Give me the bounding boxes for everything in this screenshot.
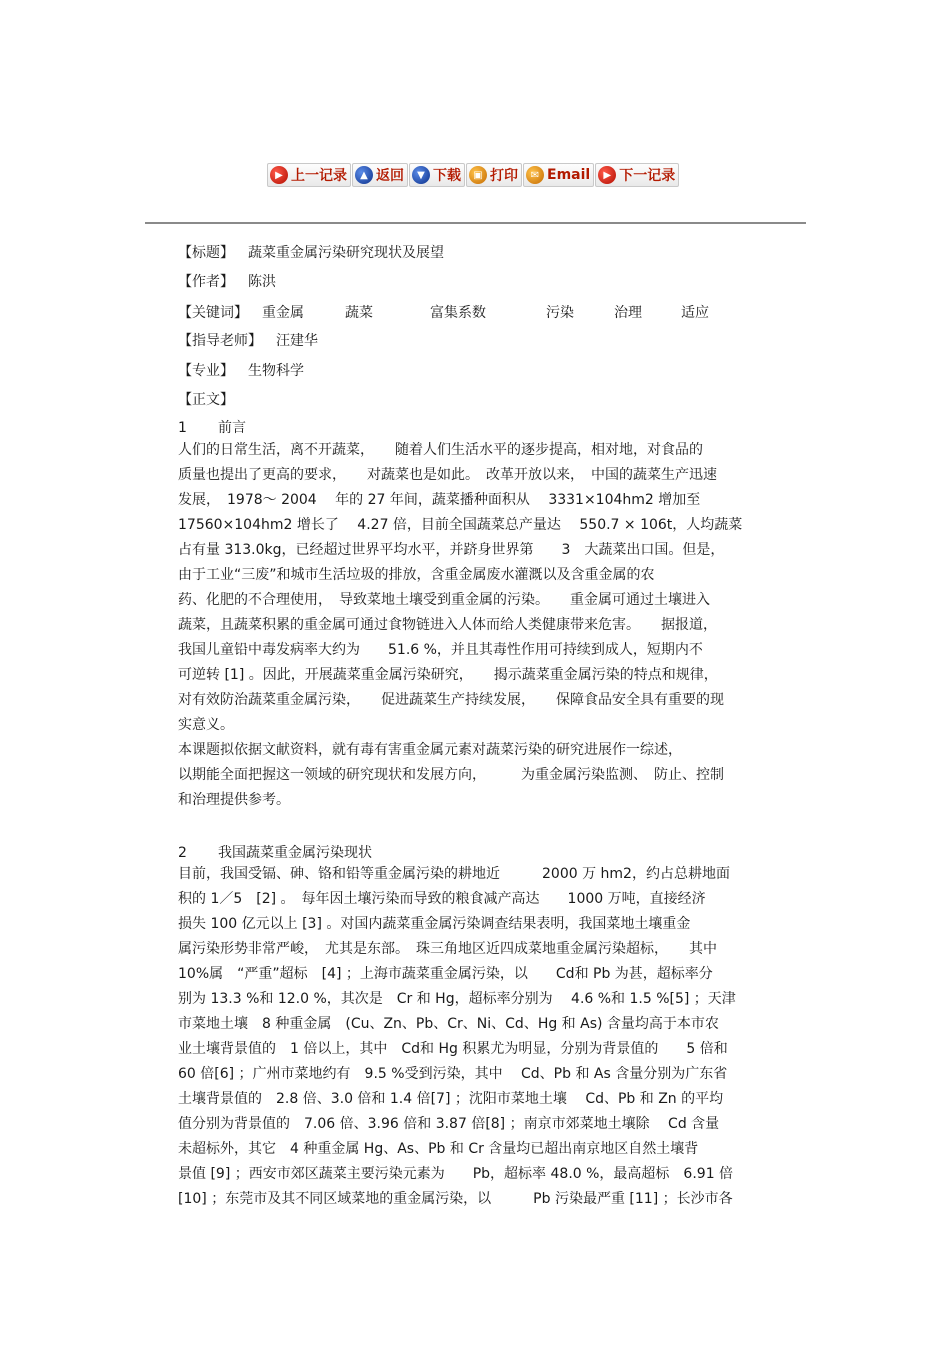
section-1-heading (178, 417, 246, 437)
body-line: 值分别为背景值的 7.06 倍、3.96 倍和 3.87 倍[8] ；南京市郊菜地土壤除 Cd 含量 (178, 1116, 720, 1132)
email-button[interactable] (523, 163, 594, 187)
keyword: 治理 (614, 305, 642, 321)
body-line: 对有效防治蔬菜重金属污染， 促进蔬菜生产持续发展， 保障食品安全具有重要的现 (178, 692, 724, 708)
major-key: 【专业】 (178, 363, 234, 379)
keyword: 重金属 (262, 305, 304, 321)
body-line: [10] ；东莞市及其不同区域菜地的重金属污染，以 Pb 污染最严重 [11] ；长沙市各 (178, 1191, 733, 1207)
body-line: 市菜地土壤 8 种重金属 (Cu、Zn、Pb、Cr、Ni、Cd、Hg 和 As) 含量均高于本市农 (178, 1016, 719, 1032)
body-line: 10%属 “严重”超标 [4] ；上海市蔬菜重金属污染，以 Cd和 Pb 为甚，超标率分 (178, 966, 713, 982)
email-label: Email (547, 167, 591, 183)
keywords-key: 【关键词】 (178, 305, 248, 321)
keyword: 富集系数 (430, 305, 486, 321)
body-line: 17560×104hm2 增长了 4.27 倍，目前全国蔬菜总产量达 550.7 × 106t，人均蔬菜 (178, 517, 743, 533)
section-title: 我国蔬菜重金属污染现状 (218, 845, 372, 861)
record-toolbar (267, 162, 680, 188)
section-number: 1 (178, 420, 187, 436)
body-line: 人们的日常生活，离不开蔬菜， 随着人们生活水平的逐步提高，相对地，对食品的 (178, 442, 703, 458)
body-key: 【正文】 (178, 392, 234, 408)
author-name: 陈洪 (248, 274, 276, 290)
body-line: 本课题拟依据文献资料，就有毒有害重金属元素对蔬菜污染的研究进展作一综述， (178, 742, 682, 758)
section-number: 2 (178, 845, 187, 861)
paper-title: 蔬菜重金属污染研究现状及展望 (248, 245, 444, 261)
major-name: 生物科学 (248, 363, 304, 379)
body-line: 属污染形势非常严峻， 尤其是东部。 珠三角地区近四成菜地重金属污染超标， 其中 (178, 941, 717, 957)
body-line: 可逆转 [1] 。因此，开展蔬菜重金属污染研究， 揭示蔬菜重金属污染的特点和规律， (178, 667, 718, 683)
back-button[interactable] (352, 163, 408, 187)
next-record-label: 下一记录 (619, 168, 676, 184)
keyword: 适应 (681, 305, 709, 321)
body-line: 药、化肥的不合理使用， 导致菜地土壤受到重金属的污染。 重金属可通过土壤进入 (178, 592, 710, 608)
header-divider (145, 222, 806, 224)
advisor-key: 【指导老师】 (178, 333, 262, 349)
keyword: 污染 (546, 305, 574, 321)
body-line: 由于工业“三废”和城市生活垃圾的排放，含重金属废水灌溉以及含重金属的农 (178, 567, 655, 583)
section-title: 前言 (218, 420, 246, 436)
back-label: 返回 (376, 168, 404, 184)
body-line: 损失 100 亿元以上 [3] 。对国内蔬菜重金属污染调查结果表明，我国菜地土壤重金 (178, 916, 691, 932)
print-label: 打印 (490, 168, 518, 184)
email-icon: ✉ (526, 166, 544, 184)
author-key: 【作者】 (178, 274, 234, 290)
body-line: 业土壤背景值的 1 倍以上，其中 Cd和 Hg 积累尤为明显，分别为背景值的 5 倍和 (178, 1041, 728, 1057)
body-line: 发展， 1978～ 2004 年的 27 年间，蔬菜播种面积从 3331×104hm2 增加至 (178, 492, 701, 508)
major-row (178, 361, 304, 381)
body-line: 我国儿童铅中毒发病率大约为 51.6 %，并且其毒性作用可持续到成人，短期内不 (178, 642, 703, 658)
body-line: 占有量 313.0kg，已经超过世界平均水平，并跻身世界第 3 大蔬菜出口国。但是， (178, 542, 725, 558)
print-button[interactable] (466, 163, 522, 187)
prev-record-button[interactable] (267, 163, 351, 187)
body-line: 积的 1／5 [2] 。 每年因土壤污染而导致的粮食减产高达 1000 万吨，直接经济 (178, 891, 706, 907)
body-line: 质量也提出了更高的要求， 对蔬菜也是如此。 改革开放以来， 中国的蔬菜生产迅速 (178, 467, 717, 483)
print-icon: ▣ (469, 166, 487, 184)
author-row (178, 272, 276, 292)
section-2-heading (178, 842, 372, 862)
download-icon: ▼ (412, 166, 430, 184)
keyword: 蔬菜 (345, 305, 373, 321)
title-row (178, 243, 444, 263)
body-key-row (178, 390, 234, 410)
body-line: 别为 13.3 %和 12.0 %，其次是 Cr 和 Hg，超标率分别为 4.6 %和 1.5 %[5] ；天津 (178, 991, 736, 1007)
title-key: 【标题】 (178, 245, 234, 261)
body-line: 蔬菜，且蔬菜积累的重金属可通过食物链进入人体而给人类健康带来危害。 据报道， (178, 617, 717, 633)
body-line: 未超标外，其它 4 种重金属 Hg、As、Pb 和 Cr 含量均已超出南京地区自然土壤背 (178, 1141, 699, 1157)
next-record-button[interactable] (595, 163, 679, 187)
advisor-row (178, 331, 318, 351)
prev-record-icon: ▶ (270, 166, 288, 184)
body-line: 60 倍[6] ；广州市菜地约有 9.5 %受到污染，其中 Cd、Pb 和 As 含量分别为广东省 (178, 1066, 728, 1082)
back-icon: ▲ (355, 166, 373, 184)
body-line: 和治理提供参考。 (178, 792, 290, 808)
body-line: 目前，我国受镉、砷、铬和铅等重金属污染的耕地近 2000 万 hm2，约占总耕地面 (178, 866, 730, 882)
prev-record-label: 上一记录 (291, 168, 347, 184)
body-line: 以期能全面把握这一领域的研究现状和发展方向， 为重金属污染监测、 防止、控制 (178, 767, 724, 783)
download-label: 下载 (433, 168, 461, 184)
body-line: 实意义。 (178, 717, 234, 733)
download-button[interactable] (409, 163, 465, 187)
body-line: 景值 [9] ；西安市郊区蔬菜主要污染元素为 Pb，超标率 48.0 %，最高超标 6.91 倍 (178, 1166, 734, 1182)
next-record-icon: ▶ (598, 166, 616, 184)
body-line: 土壤背景值的 2.8 倍、3.0 倍和 1.4 倍[7] ；沈阳市菜地土壤 Cd、Pb 和 Zn 的平均 (178, 1091, 724, 1107)
advisor-name: 汪建华 (276, 333, 318, 349)
